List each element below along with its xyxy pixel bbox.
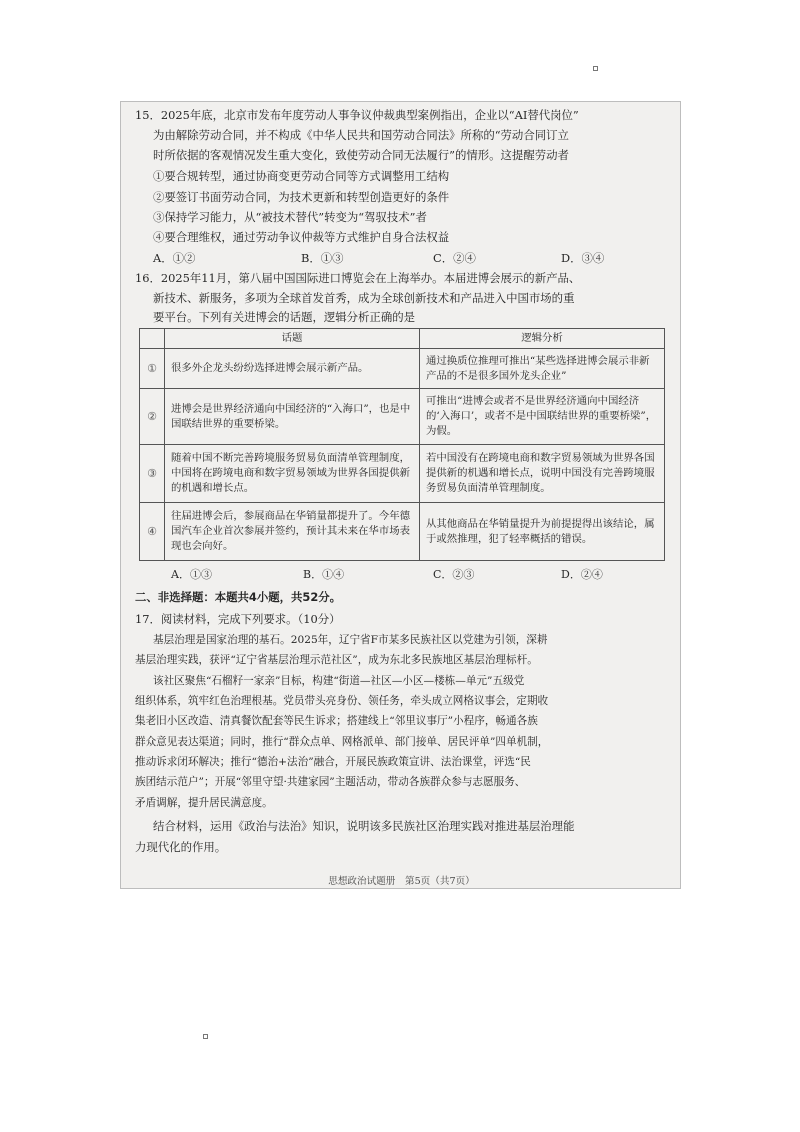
topic-cell: 随着中国不断完善跨境服务贸易负面清单管理制度，中国将在跨境电商和数字贸易领域为世界各国提供新的机遇和增长点。	[165, 445, 420, 503]
q15-choice: ①要合规转型，通过协商变更劳动合同等方式调整用工结构	[153, 169, 450, 183]
table-row	[140, 389, 665, 445]
q16-option-b: B．①④	[303, 568, 345, 581]
logic-table	[139, 328, 665, 561]
q15-choice: ④要合理维权，通过劳动争议仲裁等方式维护自身合法权益	[153, 230, 450, 244]
q16-option-d: D．②④	[561, 568, 603, 581]
q15-line: 为由解除劳动合同，并不构成《中华人民共和国劳动合同法》所称的“劳动合同订立	[153, 128, 569, 142]
q15-choice: ②要签订书面劳动合同，为技术更新和转型创造更好的条件	[153, 190, 450, 204]
q17-material-line: 组织体系，筑牢红色治理根基。党员带头亮身份、领任务，牵头成立网格议事会，定期收	[135, 695, 549, 707]
q16-line: 新技术、新服务，多项为全球首发首秀，成为全球创新技术和产品进入中国市场的重	[153, 291, 575, 305]
topic-cell: 往届进博会后，参展商品在华销量都提升了。今年德国汽车企业首次参展并签约，预计其未来在华市场表现也会向好。	[165, 503, 420, 561]
q15-line: 时所依据的客观情况发生重大变化，致使劳动合同无法履行”的情形。这提醒劳动者	[153, 148, 569, 162]
exam-page	[120, 101, 681, 889]
q16-line: 要平台。下列有关进博会的话题，逻辑分析正确的是	[153, 310, 415, 324]
header-cell: 逻辑分析	[420, 329, 665, 349]
q17-material-line: 该社区聚焦“石榴籽一家亲”目标，构建“街道—社区—小区—楼栋—单元”五级党	[153, 675, 525, 687]
q15-choice: ③保持学习能力，从“被技术替代”转变为“驾驭技术”者	[153, 210, 427, 224]
table-row	[140, 503, 665, 561]
table-row	[140, 445, 665, 503]
row-number: ④	[140, 503, 165, 561]
topic-cell: 很多外企龙头纷纷选择进博会展示新产品。	[165, 349, 420, 389]
table-row	[140, 349, 665, 389]
q17-material-line: 群众意见表达渠道；同时，推行“群众点单、网格派单、部门接单、居民评单”四单机制，	[135, 736, 549, 748]
q15-line: 15．2025年底，北京市发布年度劳动人事争议仲裁典型案例指出，企业以“AI替代岗位”	[135, 108, 579, 122]
q17-material-line: 族团结示范户”；开展“邻里守望·共建家园”主题活动，带动各族群众参与志愿服务、	[135, 776, 526, 788]
q17-material-line: 基层治理是国家治理的基石。2025年，辽宁省F市某多民族社区以党建为引领，深耕	[153, 634, 548, 646]
row-number: ②	[140, 389, 165, 445]
q15-option-b: B．①③	[301, 251, 344, 265]
q15-option-d: D．③④	[561, 251, 605, 265]
header-cell	[140, 329, 165, 349]
q17-material-line: 矛盾调解，提升居民满意度。	[135, 797, 273, 809]
q16-option-c: C．②③	[433, 568, 475, 581]
analysis-cell: 通过换质位推理可推出“某些选择进博会展示非新产品的不是很多国外龙头企业”	[420, 349, 665, 389]
q17-material-line: 集老旧小区改造、清真餐饮配套等民生诉求；搭建线上“邻里议事厅”小程序，畅通各族	[135, 715, 538, 727]
topic-cell: 进博会是世界经济通向中国经济的“入海口”，也是中国联结世界的重要桥梁。	[165, 389, 420, 445]
table-header-row	[140, 329, 665, 349]
row-number: ③	[140, 445, 165, 503]
q17-title: 17．阅读材料，完成下列要求。（10分）	[135, 612, 341, 626]
corner-mark	[203, 1034, 208, 1039]
analysis-cell: 可推出“进博会或者不是世界经济通向中国经济的‘入海口’，或者不是中国联结世界的重要桥梁”，为假。	[420, 389, 665, 445]
analysis-cell: 若中国没有在跨境电商和数字贸易领域为世界各国提供新的机遇和增长点，说明中国没有完善跨境服务贸易负面清单管理制度。	[420, 445, 665, 503]
q15-option-a: A．①②	[153, 251, 196, 265]
row-number: ①	[140, 349, 165, 389]
q15-option-c: C．②④	[433, 251, 476, 265]
page-footer: 思想政治试题册 第5页（共7页）	[328, 876, 475, 887]
q17-requirement: 力现代化的作用。	[135, 840, 227, 854]
q17-material-line: 推动诉求闭环解决；推行“德治+法治”融合，开展民族政策宣讲、法治课堂，评选“民	[135, 756, 531, 768]
q17-material-line: 基层治理实践，获评“辽宁省基层治理示范社区”，成为东北多民族地区基层治理标杆。	[135, 654, 538, 666]
analysis-cell: 从其他商品在华销量提升为前提提得出该结论，属于或然推理，犯了轻率概括的错误。	[420, 503, 665, 561]
corner-mark	[593, 66, 598, 71]
header-cell: 话题	[165, 329, 420, 349]
section-heading: 二、非选择题：本题共4小题，共52分。	[135, 590, 342, 604]
q16-option-a: A．①③	[171, 568, 212, 581]
q17-requirement: 结合材料，运用《政治与法治》知识，说明该多民族社区治理实践对推进基层治理能	[153, 819, 575, 833]
q16-line: 16．2025年11月，第八届中国国际进口博览会在上海举办。本届进博会展示的新产品、	[135, 271, 581, 285]
